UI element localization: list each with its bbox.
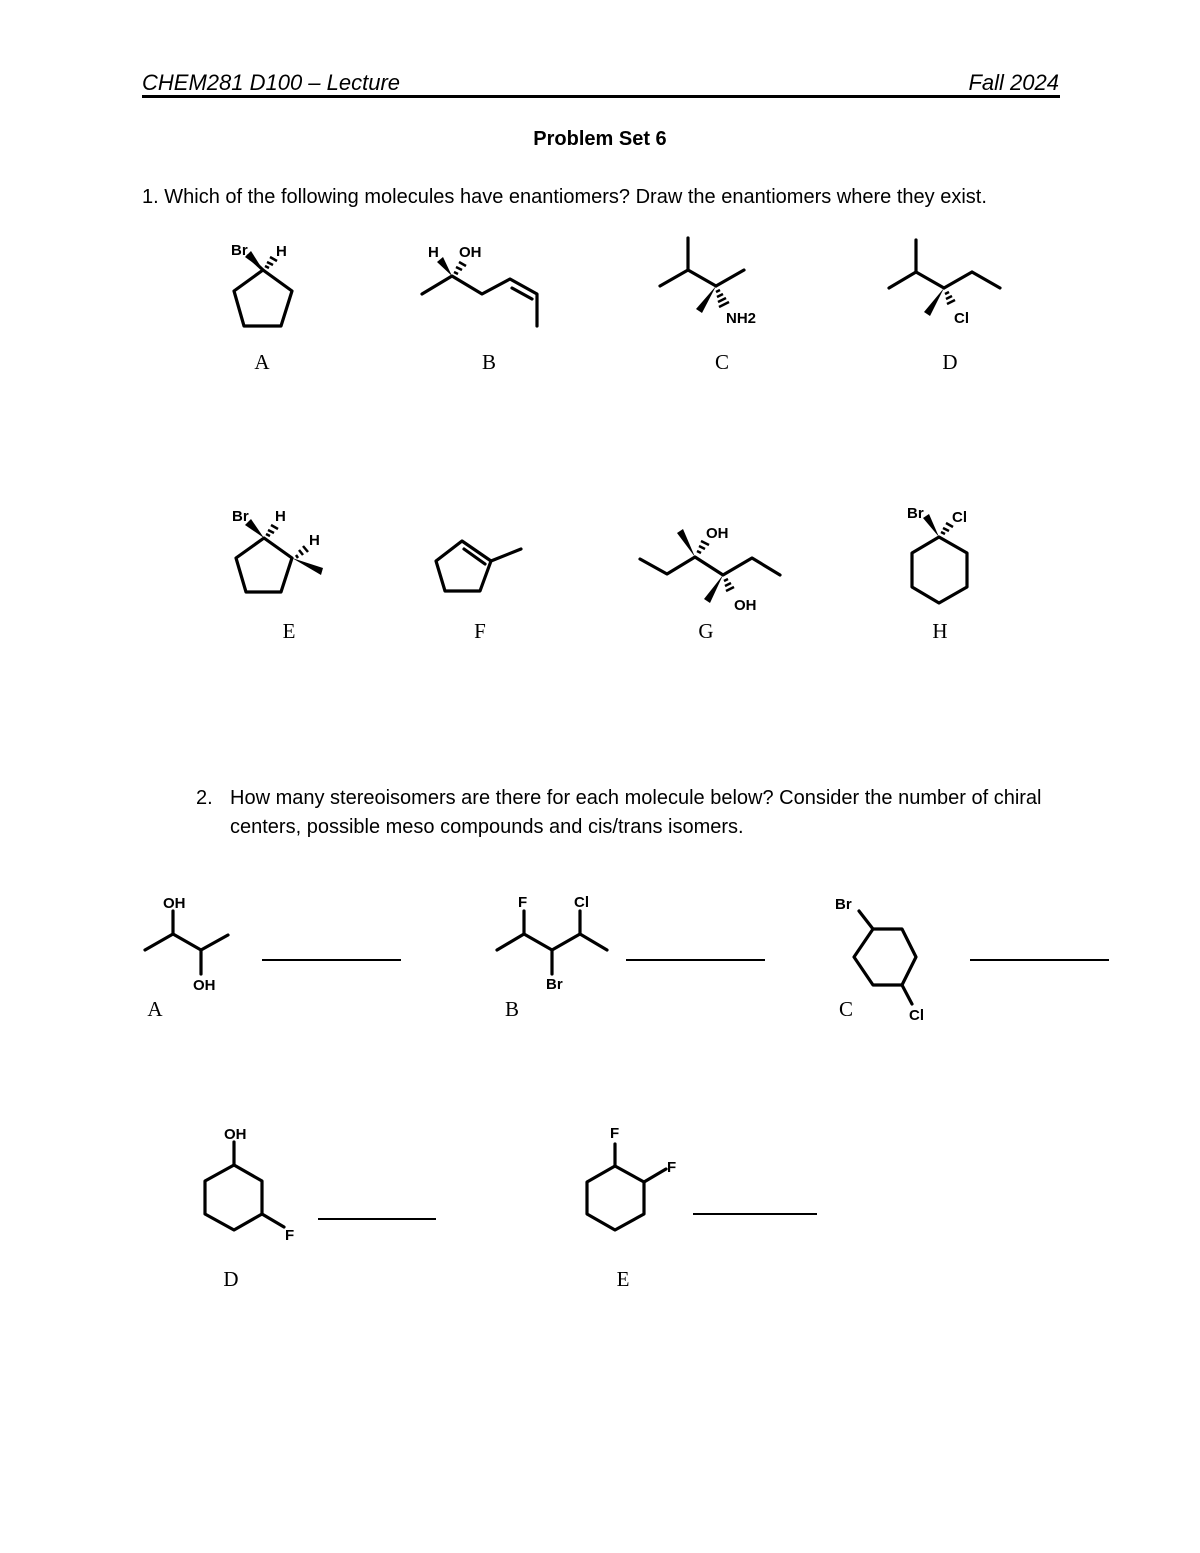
wedge-bond xyxy=(696,286,716,313)
atom-label: Br xyxy=(907,505,924,522)
atom-label: OH xyxy=(706,525,729,542)
atom-label: OH xyxy=(224,1126,247,1143)
bond xyxy=(660,270,688,286)
bond xyxy=(859,911,873,929)
q1-label-f: F xyxy=(474,619,486,643)
q2-label-c: C xyxy=(838,997,853,1021)
q2-molecule-d xyxy=(205,1126,436,1244)
ring xyxy=(205,1165,262,1230)
bond xyxy=(916,272,944,288)
atom-label: Cl xyxy=(574,894,589,911)
bond xyxy=(889,272,916,288)
page-title: Problem Set 6 xyxy=(533,128,667,150)
bond xyxy=(644,1169,666,1182)
bond xyxy=(688,270,716,286)
bond xyxy=(716,270,744,286)
wedge-bond xyxy=(677,529,695,557)
q1-molecule-e xyxy=(232,508,323,592)
atom-label: H xyxy=(275,508,286,525)
wedge-bond xyxy=(437,257,452,276)
q2-label-e: E xyxy=(616,1267,630,1291)
ring xyxy=(234,270,292,326)
atom-label: F xyxy=(285,1227,295,1244)
carbon-chain xyxy=(497,934,607,950)
atom-label: OH xyxy=(734,597,757,614)
atom-label: OH xyxy=(193,977,216,994)
wedge-bond xyxy=(245,251,263,270)
q2-label-a: A xyxy=(147,997,163,1021)
hash-bond xyxy=(296,546,308,558)
atom-label: H xyxy=(309,532,320,549)
q1-molecule-h xyxy=(907,505,967,603)
q1-molecule-f xyxy=(436,541,521,591)
question-2-number: 2. xyxy=(196,787,213,809)
q1-molecule-a xyxy=(231,242,292,326)
wedge-bond xyxy=(924,288,944,316)
atom-label: OH xyxy=(459,244,482,261)
bond xyxy=(944,272,972,288)
hash-bond xyxy=(454,262,466,274)
q1-molecule-c xyxy=(660,238,756,327)
q1-molecule-g xyxy=(640,525,780,614)
hash-bond xyxy=(266,525,278,536)
q1-molecule-b xyxy=(422,244,537,326)
q2-molecule-c xyxy=(835,896,1109,1024)
q1-label-g: G xyxy=(698,619,714,643)
atom-label: H xyxy=(428,244,439,261)
hash-bond xyxy=(697,541,709,553)
atom-label: F xyxy=(518,894,528,911)
q1-label-c: C xyxy=(714,350,729,374)
q1-label-e: E xyxy=(282,619,296,643)
question-2-text: How many stereoisomers are there for each molecule below? Consider the number of chiral centers, possible meso compounds and cis/trans isomers. xyxy=(230,787,1042,838)
q2-molecule-e xyxy=(587,1125,817,1230)
atom-label: OH xyxy=(163,895,186,912)
atom-label: Br xyxy=(231,242,248,259)
bond xyxy=(972,272,1000,288)
q2-molecule-a xyxy=(145,895,401,994)
q1-molecule-d xyxy=(889,240,1000,327)
ring xyxy=(854,929,916,985)
atom-label: F xyxy=(610,1125,620,1142)
hash-bond xyxy=(716,290,729,307)
atom-label: Cl xyxy=(954,310,969,327)
atom-label: Br xyxy=(232,508,249,525)
atom-label: Cl xyxy=(909,1007,924,1024)
atom-label: F xyxy=(667,1159,677,1176)
atom-label: Br xyxy=(546,976,563,993)
term-header: Fall 2024 xyxy=(968,70,1059,95)
q2-label-b: B xyxy=(504,997,519,1021)
atom-label: NH2 xyxy=(726,310,757,327)
q1-label-b: B xyxy=(481,350,496,374)
atom-label: Br xyxy=(835,896,852,913)
ring xyxy=(912,537,967,603)
bond xyxy=(491,549,521,561)
q1-label-h: H xyxy=(932,619,948,643)
hash-bond xyxy=(945,292,955,304)
atom-label: H xyxy=(276,243,287,260)
q2-molecule-b xyxy=(497,894,765,993)
wedge-bond xyxy=(292,558,323,575)
atom-label: Cl xyxy=(952,509,967,526)
carbon-chain xyxy=(640,557,780,575)
question-1-number: 1. xyxy=(142,186,159,208)
course-header: CHEM281 D100 – Lecture xyxy=(142,70,401,95)
hash-bond xyxy=(724,579,734,591)
question-1-text: Which of the following molecules have enantiomers? Draw the enantiomers where they exist. xyxy=(164,186,987,208)
bond xyxy=(262,1214,284,1227)
q1-label-d: D xyxy=(942,350,958,374)
wedge-bond xyxy=(704,575,723,603)
carbon-chain xyxy=(422,276,537,326)
wedge-bond xyxy=(923,514,939,537)
ring xyxy=(587,1166,644,1230)
q1-label-a: A xyxy=(254,350,270,374)
q2-label-d: D xyxy=(223,1267,239,1291)
ring xyxy=(236,538,292,592)
bond xyxy=(902,985,912,1004)
carbon-chain xyxy=(145,934,228,950)
